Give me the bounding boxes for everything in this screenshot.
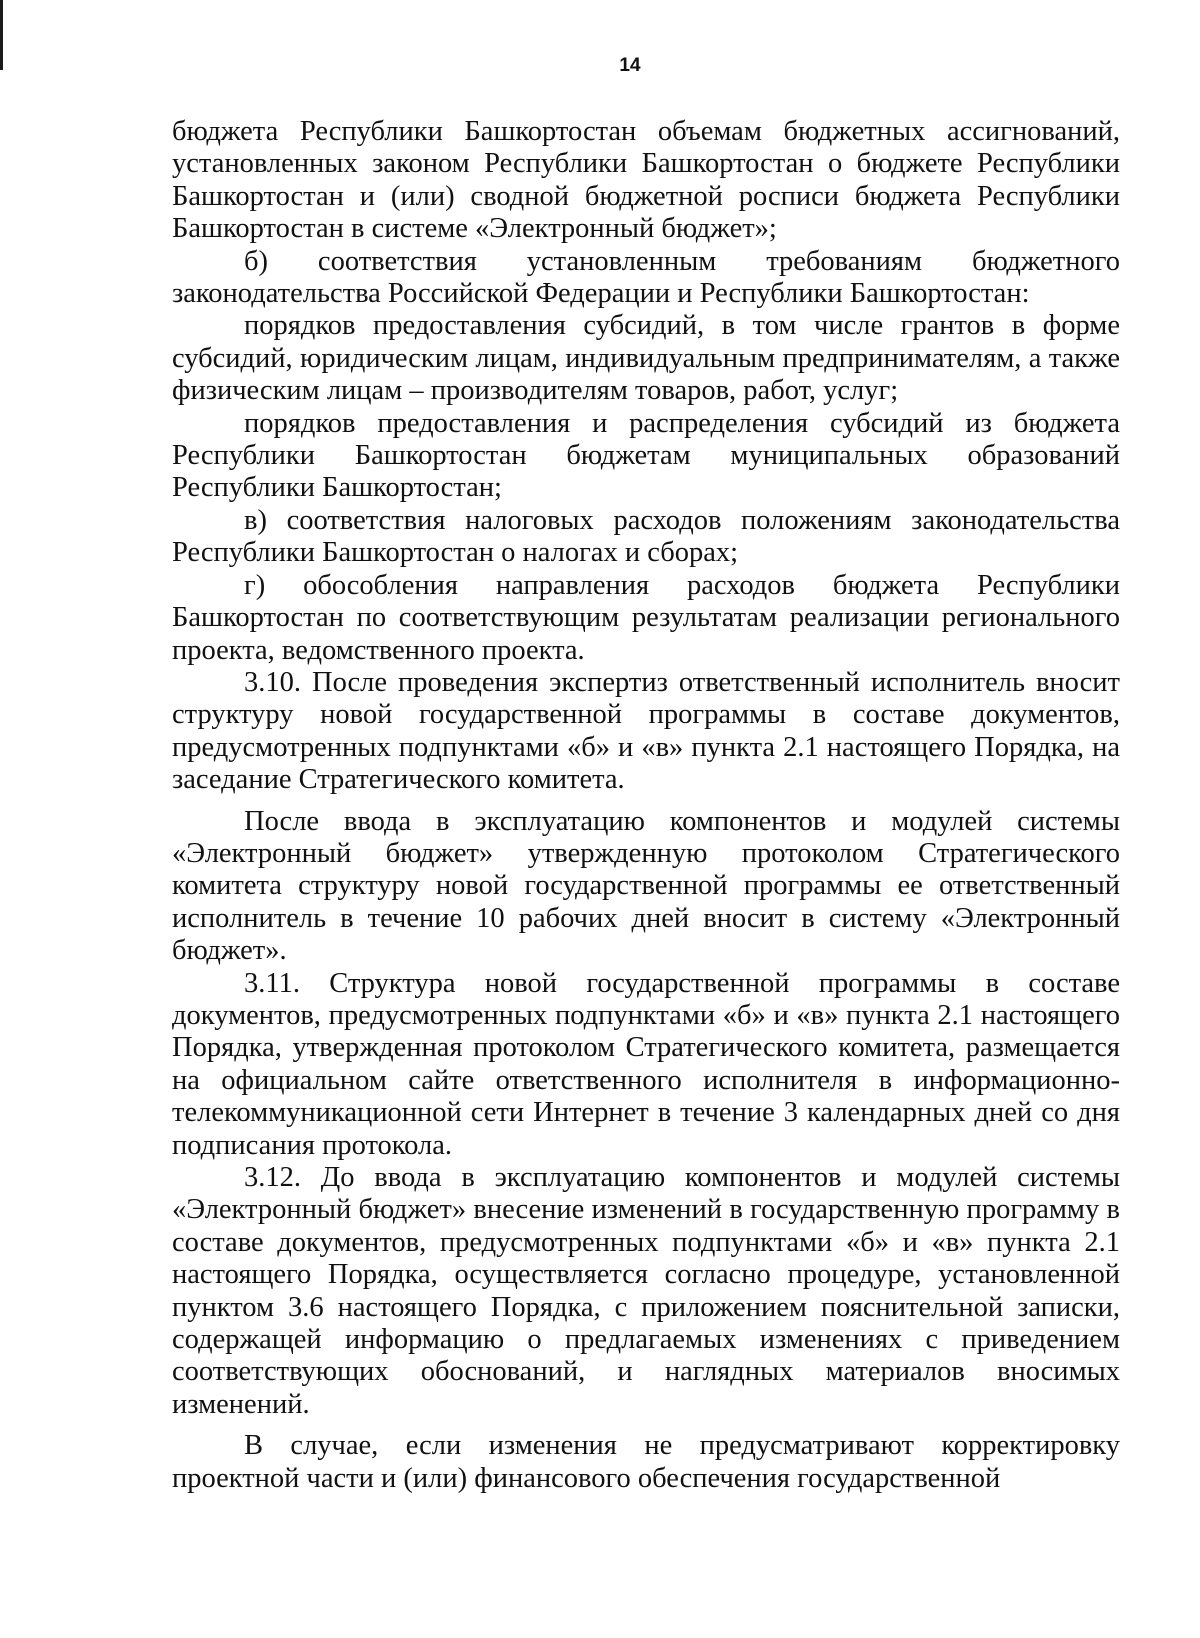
paragraph-item-v: в) соответствия налоговых расходов положениям законодательства Республики Башкортостан о налогах и сборах; <box>172 504 1120 569</box>
paragraph-3-12: 3.12. До ввода в эксплуатацию компонентов и модулей системы «Электронный бюджет» внесение изменений в государственную программу в составе документов, предусмотренных подпунктами «б» и «в» пункта 2.1 настоящего Порядка, осуществляется согласно процедуре, установленной пунктом 3.6 настоящего Порядка, с приложением пояснительной записки, содержащей информацию о предлагаемых изменениях с приведением соответствующих обоснований, и наглядных материалов вносимых изменений. <box>172 1162 1120 1420</box>
page-number: 14 <box>619 55 641 76</box>
paragraph-subsidy-procedures: порядков предоставления субсидий, в том числе грантов в форме субсидий, юридическим лицам, индивидуальным предпринимателям, а также физическим лицам – производителям товаров, работ, услуг; <box>172 310 1120 407</box>
paragraph-electronic-budget-entry: После ввода в эксплуатацию компонентов и модулей системы «Электронный бюджет» утвержденную протоколом Стратегического комитета структуру новой государственной программы ее ответственный исполнитель в течение 10 рабочих дней вносит в систему «Электронный бюджет». <box>172 805 1120 967</box>
paragraph-3-11: 3.11. Структура новой государственной программы в составе документов, предусмотренных подпунктами «б» и «в» пункта 2.1 настоящего Порядка, утвержденная протоколом Стратегического комитета, размещается на официальном сайте ответственного исполнителя в информационно-телекоммуникационной сети Интернет в течение 3 календарных дней со дня подписания протокола. <box>172 967 1120 1161</box>
paragraph-changes-case: В случае, если изменения не предусматривают корректировку проектной части и (или) финансового обеспечения государственной <box>172 1430 1120 1494</box>
paragraph-item-b: б) соответствия установленным требованиям бюджетного законодательства Российской Федерации и Республики Башкортостан: <box>172 245 1120 310</box>
paragraph-municipal-subsidy-procedures: порядков предоставления и распределения субсидий из бюджета Республики Башкортостан бюджетам муниципальных образований Республики Башкортостан; <box>172 407 1120 504</box>
paragraph-3-10: 3.10. После проведения экспертиз ответственный исполнитель вносит структуру новой государственной программы в составе документов, предусмотренных подпунктами «б» и «в» пункта 2.1 настоящего Порядка, на заседание Стратегического комитета. <box>172 666 1120 796</box>
document-body <box>172 116 1120 1495</box>
paragraph-item-g: г) обособления направления расходов бюджета Республики Башкортостан по соответствующим результатам реализации регионального проекта, ведомственного проекта. <box>172 569 1120 666</box>
paragraph-budget-compliance-continuation: бюджета Республики Башкортостан объемам бюджетных ассигнований, установленных законом Республики Башкортостан о бюджете Республики Башкортостан и (или) сводной бюджетной росписи бюджета Республики Башкортостан в системе «Электронный бюджет»; <box>172 116 1120 245</box>
